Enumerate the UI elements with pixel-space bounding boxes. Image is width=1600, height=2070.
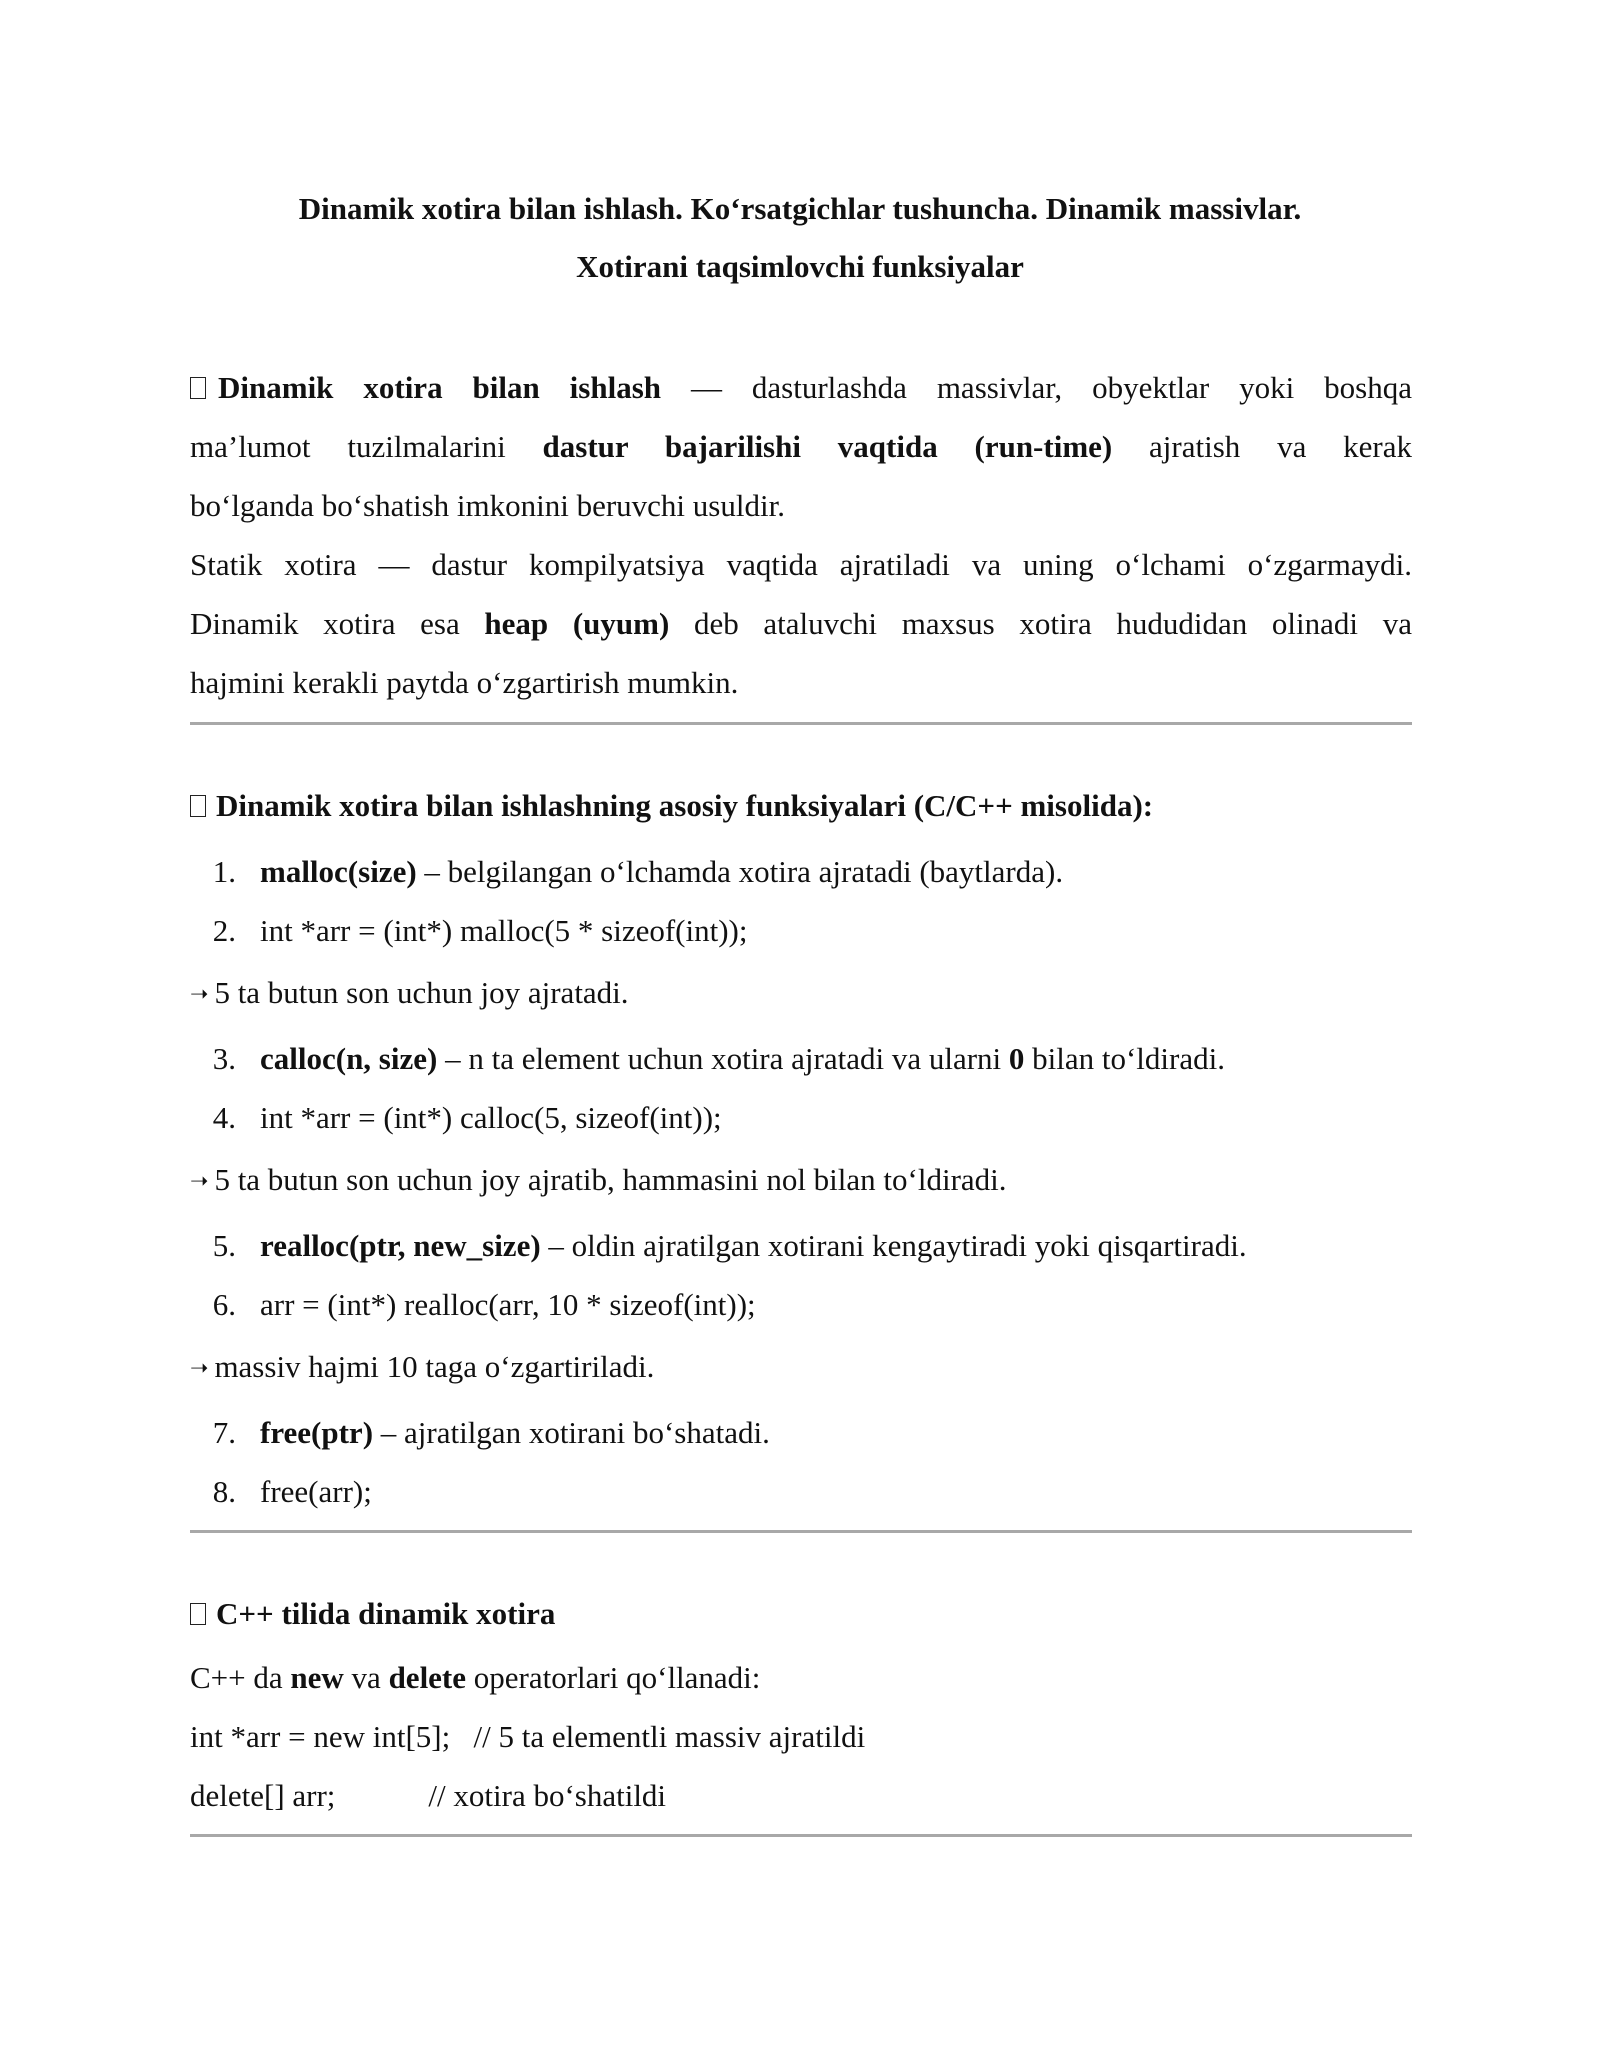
function-name: realloc(ptr, new_size): [260, 1228, 541, 1263]
arrow-text: 5 ta butun son uchun joy ajratadi.: [214, 975, 629, 1010]
list-item: [190, 1039, 1412, 1079]
cpp-heading: [190, 1594, 1412, 1634]
arrow-note: [190, 1347, 1412, 1389]
cpp-text: va: [343, 1660, 389, 1695]
list-text: – belgilangan o‘lchamda xotira ajratadi (baytlarda).: [416, 854, 1064, 889]
cpp-text: C++ da: [190, 1660, 291, 1695]
code-text: int *arr = (int*) calloc(5, sizeof(int));: [260, 1100, 722, 1135]
arrow-icon: ➝: [190, 982, 209, 1007]
list-item: [190, 1285, 1412, 1325]
arrow-text: massiv hajmi 10 taga o‘zgartiriladi.: [214, 1349, 655, 1384]
list-item: [190, 1472, 1412, 1512]
list-item: [190, 852, 1412, 892]
intro-paragraph: [190, 358, 1412, 712]
intro-text: deb ataluvchi maxsus xotira hududidan olinadi va: [669, 606, 1412, 641]
intro-term: Dinamik xotira bilan ishlash: [218, 370, 662, 405]
function-name: free(ptr): [260, 1415, 374, 1450]
code-line-delete: delete[] arr; // xotira bo‘shatildi: [190, 1778, 667, 1813]
list-text: bilan to‘ldiradi.: [1024, 1041, 1225, 1076]
cpp-text: operatorlari qo‘llanadi:: [466, 1660, 761, 1695]
function-name: malloc(size): [260, 854, 417, 889]
title-line-1: Dinamik xotira bilan ishlash. Ko‘rsatgichlar tushuncha. Dinamik massivlar.: [298, 191, 1302, 226]
list-item: [190, 1226, 1412, 1266]
keyword-delete: delete: [388, 1660, 467, 1695]
list-item: [190, 1413, 1412, 1453]
code-text: int *arr = (int*) malloc(5 * sizeof(int));: [260, 913, 748, 948]
list-number: 1.: [212, 854, 236, 889]
list-number: 2.: [212, 913, 236, 948]
cpp-intro: [190, 1658, 1412, 1698]
intro-text: Dinamik xotira esa: [190, 606, 485, 641]
intro-line-1: [190, 358, 1412, 417]
arrow-text: 5 ta butun son uchun joy ajratib, hammasini nol bilan to‘ldiradi.: [214, 1162, 1007, 1197]
intro-text: — dasturlashda massivlar, obyektlar yoki boshqa: [661, 370, 1412, 405]
divider: [190, 722, 1412, 725]
code-text: arr = (int*) realloc(arr, 10 * sizeof(int));: [260, 1287, 756, 1322]
list-text: – oldin ajratilgan xotirani kengaytiradi yoki qisqartiradi.: [540, 1228, 1247, 1263]
intro-line-6: hajmini kerakli paytda o‘zgartirish mumkin.: [190, 665, 739, 700]
list-number: 8.: [212, 1474, 236, 1509]
list-text: – n ta element uchun xotira ajratadi va ularni: [437, 1041, 1009, 1076]
list-text: – ajratilgan xotirani bo‘shatadi.: [373, 1415, 770, 1450]
cpp-heading-text: C++ tilida dinamik xotira: [216, 1596, 556, 1631]
arrow-icon: ➝: [190, 1169, 209, 1194]
list-number: 7.: [212, 1415, 236, 1450]
list-item: [190, 1098, 1412, 1138]
arrow-icon: ➝: [190, 1356, 209, 1381]
code-line-new: int *arr = new int[5]; // 5 ta elementli massiv ajratildi: [190, 1719, 866, 1754]
arrow-note: [190, 1160, 1412, 1202]
code-text: free(arr);: [260, 1474, 372, 1509]
intro-text: ma’lumot tuzilmalarini: [190, 429, 543, 464]
page-title: [190, 180, 1410, 296]
intro-line-5: [190, 594, 1412, 653]
intro-line-2: [190, 417, 1412, 476]
list-number: 3.: [212, 1041, 236, 1076]
box-icon: [190, 1603, 206, 1625]
intro-bold: dastur bajarilishi vaqtida (run-time): [542, 429, 1113, 464]
functions-heading-text: Dinamik xotira bilan ishlashning asosiy funksiyalari (C/C++ misolida):: [216, 788, 1154, 823]
list-number: 6.: [212, 1287, 236, 1322]
intro-line-4: Statik xotira — dastur kompilyatsiya vaqtida ajratiladi va uning o‘lchami o‘zgarmaydi.: [190, 547, 1412, 582]
function-name: calloc(n, size): [260, 1041, 438, 1076]
intro-text: ajratish va kerak: [1112, 429, 1412, 464]
list-bold: 0: [1008, 1041, 1025, 1076]
box-icon: [190, 377, 206, 399]
functions-heading: [190, 786, 1412, 826]
list-number: 5.: [212, 1228, 236, 1263]
intro-bold: heap (uyum): [484, 606, 670, 641]
arrow-note: [190, 973, 1412, 1015]
divider: [190, 1530, 1412, 1533]
keyword-new: new: [290, 1660, 344, 1695]
intro-line-3: bo‘lganda bo‘shatish imkonini beruvchi usuldir.: [190, 488, 785, 523]
list-item: [190, 911, 1412, 951]
box-icon: [190, 795, 206, 817]
title-line-2: Xotirani taqsimlovchi funksiyalar: [576, 249, 1024, 284]
divider: [190, 1834, 1412, 1837]
list-number: 4.: [212, 1100, 236, 1135]
